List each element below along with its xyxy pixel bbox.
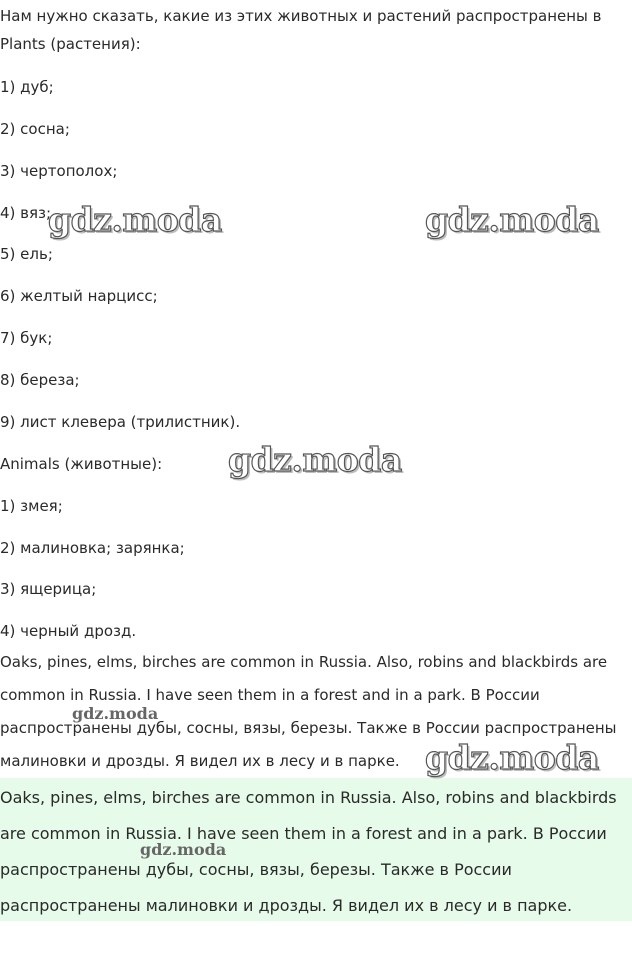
- animals-heading: Animals (животные):: [0, 455, 163, 473]
- highlighted-answer-block: [0, 778, 632, 921]
- list-item: 7) бук;: [0, 329, 53, 347]
- list-item: 2) малиновка; зарянка;: [0, 539, 185, 557]
- watermark-logo: gdz.moda: [48, 200, 222, 239]
- list-item: 2) сосна;: [0, 120, 70, 138]
- list-item: 1) дуб;: [0, 78, 54, 96]
- list-item: 1) змея;: [0, 497, 63, 515]
- watermark-logo: gdz.moda: [72, 704, 159, 723]
- list-item: 8) береза;: [0, 371, 80, 389]
- list-item: 4) вяз;: [0, 204, 52, 222]
- watermark-logo: gdz.moda: [140, 840, 227, 859]
- watermark-logo: gdz.moda: [228, 440, 402, 479]
- list-item: 3) ящерица;: [0, 580, 97, 598]
- highlighted-answer-paragraph: Oaks, pines, elms, birches are common in Russia. Also, robins and blackbirds are common in Russia. I have seen them in a forest and in a park. В России распространены дубы, сосны, вязы, березы. Также в России распространены малиновки и дрозды. Я видел их в лесу и в парке.: [0, 788, 617, 915]
- plants-heading: Plants (растения):: [0, 35, 141, 53]
- list-item: 6) желтый нарцисс;: [0, 287, 158, 305]
- list-item: 5) ель;: [0, 245, 53, 263]
- list-item: 9) лист клевера (трилистник).: [0, 413, 241, 431]
- answer-paragraph: Oaks, pines, elms, birches are common in Russia. Also, robins and blackbirds are common in Russia. I have seen them in a forest and in a park. В России распространены дубы, сосны, вязы, березы. Также в России распространены малиновки и дрозды. Я видел их в лесу и в парке.: [0, 653, 617, 770]
- list-item: 4) черный дрозд.: [0, 622, 137, 640]
- intro-line-1: Нам нужно сказать, какие из этих животных и растений распространены в: [0, 7, 602, 25]
- list-item: 3) чертополох;: [0, 162, 118, 180]
- watermark-logo: gdz.moda: [425, 200, 599, 239]
- watermark-logo: gdz.moda: [425, 738, 599, 777]
